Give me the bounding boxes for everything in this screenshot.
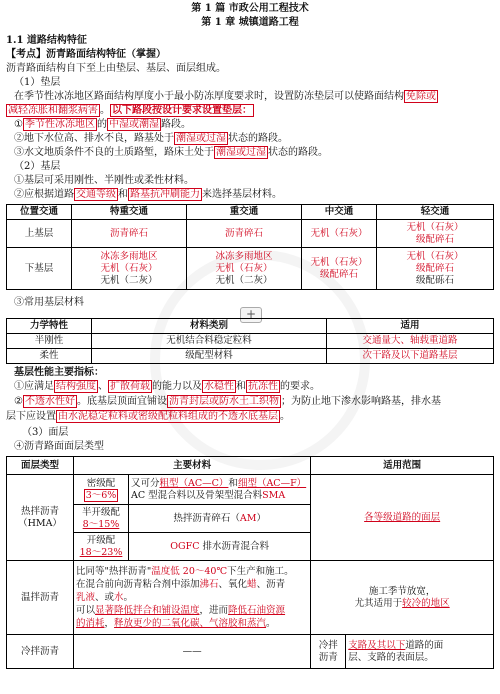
part-title: 第 1 篇 市政公用工程技术 xyxy=(191,3,309,14)
table-cell: 又可分粗型（AC—C）和细型（AC—F） AC 型混合料以及骨架型混合料SMA xyxy=(129,475,311,505)
table-cell: 无机（石灰） 级配碎石 级配砾石 xyxy=(377,248,494,290)
table-header: 重交通 xyxy=(187,205,302,220)
table-cell: 温拌沥青 xyxy=(7,561,74,635)
table-cell: OGFC 排水沥青混合料 xyxy=(129,533,311,561)
table-cell: 半开级配 8～15% xyxy=(74,505,129,533)
table-cell: 冷拌沥青 xyxy=(7,635,74,669)
table-header: 主要材料 xyxy=(74,457,311,475)
surface-heading: （3）面层 xyxy=(22,427,69,438)
table-cell: 冰冻多雨地区 无机（石灰） 无机（二灰） xyxy=(187,248,302,290)
table-cell: 热拌沥青碎石（AM） xyxy=(129,505,311,533)
table-cell: 热拌沥青 （HMA） xyxy=(7,475,74,561)
chapter-title: 第 1 章 城镇道路工程 xyxy=(201,17,299,28)
table-cell: 各等级道路的面层 xyxy=(311,475,494,561)
table-header: 位置交通 xyxy=(7,205,72,220)
table-cell: 无机（石灰） 级配碎石 xyxy=(302,248,377,290)
expand-button[interactable]: + xyxy=(240,307,262,323)
table-cell: 冰冻多雨地区 无机（石灰） 无机（二灰） xyxy=(72,248,187,290)
section-heading: 1.1 道路结构特征 xyxy=(6,35,87,46)
cushion-para-line1: 在季节性冰冻地区路面结构厚度小于最小防冻厚度要求时，设置防冻垫层可以使路面结构 免除或 xyxy=(14,91,436,102)
base-item-1: ①基层可采用刚性、半刚性或柔性材料。 xyxy=(14,175,194,186)
table-cell: 下基层 xyxy=(7,248,72,290)
table-header: 适用范围 xyxy=(311,457,494,475)
base-heading: （2）基层 xyxy=(14,161,61,172)
intro-paragraph: 沥青路面结构自下至上由垫层、基层、面层组成。 xyxy=(6,63,226,74)
table-cell: 比同等"热拌沥青"温度低 20～40℃下生产和施工。 在混合前向沥青粘合剂中添加沸石、氧化蜡、沥青 乳液、或水。 可以显著降低拌合和铺设温度，进而降低石油资源 的消耗，释放更少的二氧化碳、气溶胶和蒸汽。 xyxy=(74,561,311,635)
table-cell: 交通量大、轴载重道路 xyxy=(327,334,494,349)
table-header: 材料类别 xyxy=(92,319,327,334)
table-cell: 无机结合料稳定粒料 xyxy=(92,334,327,349)
cushion-item-2: ②地下水位高、排水不良，路基处于 潮湿或过湿 状态的路段。 xyxy=(14,133,288,144)
surface-types-heading: ④沥青路面面层类型 xyxy=(14,441,104,452)
table-cell: 无机（石灰） xyxy=(302,220,377,248)
cushion-heading: （1）垫层 xyxy=(14,77,61,88)
kaodian-heading: 【考点】沥青路面结构特征（掌握） xyxy=(6,49,166,60)
table-header: 轻交通 xyxy=(377,205,494,220)
base-property-table xyxy=(6,318,494,364)
surface-type-table xyxy=(6,456,494,669)
table-cell: 开级配 18～23% xyxy=(74,533,129,561)
table-header: 中交通 xyxy=(302,205,377,220)
table-cell: 级配型材料 xyxy=(92,349,327,364)
base-perf-item-2: ② 不透水性好 。底基层顶面宜铺设 沥青封层或防水土工织物 ；为防止地下渗水影响路基，排水基 xyxy=(14,396,441,407)
common-base-heading: ③常用基层材料 xyxy=(14,297,84,308)
cushion-item-3: ③水文地质条件不良的土质路堑，路床土处于 潮湿或过湿 状态的路段。 xyxy=(14,147,328,158)
table-cell: 柔性 xyxy=(7,349,92,364)
table-cell: 密级配 3～6% xyxy=(74,475,129,505)
table-cell: —— xyxy=(74,635,311,669)
base-perf-item-1: ①应满足 结构强度 、 扩散荷载 的能力以及 水稳性 和 抗冻性 的要求。 xyxy=(14,381,320,392)
base-perf-item-2-cont: 层下应设置 由水泥稳定粒料或密级配粒料组成的不透水底基层 。 xyxy=(6,411,290,422)
base-perf-heading: 基层性能主要指标： xyxy=(14,367,104,378)
table-cell: 支路及其以下道路的面 层、支路的表面层。 xyxy=(346,635,494,669)
base-material-table xyxy=(6,204,494,290)
table-header: 特重交通 xyxy=(72,205,187,220)
table-cell: 沥青碎石 xyxy=(72,220,187,248)
table-header: 力学特性 xyxy=(7,319,92,334)
table-cell: 上基层 xyxy=(7,220,72,248)
table-cell: 冷拌 沥青 xyxy=(311,635,346,669)
table-cell: 半刚性 xyxy=(7,334,92,349)
cushion-item-1: ① 季节性冰冻地区 的 中湿或潮湿 路段。 xyxy=(14,119,191,130)
table-cell: 施工季节放宽， 尤其适用于较冷的地区 xyxy=(311,561,494,635)
table-cell: 沥青碎石 xyxy=(187,220,302,248)
table-cell: 次干路及以下道路基层 xyxy=(327,349,494,364)
table-header: 适用 xyxy=(327,319,494,334)
base-item-2: ②应根据道路 交通等级 和 路基抗冲刷能力 来选择基层材料。 xyxy=(14,189,282,200)
table-cell: 无机（石灰） 级配碎石 xyxy=(377,220,494,248)
table-header: 面层类型 xyxy=(7,457,74,475)
cushion-para-line2: 减轻冻胀和翻浆病害 。 以下路段按设计要求设置垫层： xyxy=(8,105,252,116)
